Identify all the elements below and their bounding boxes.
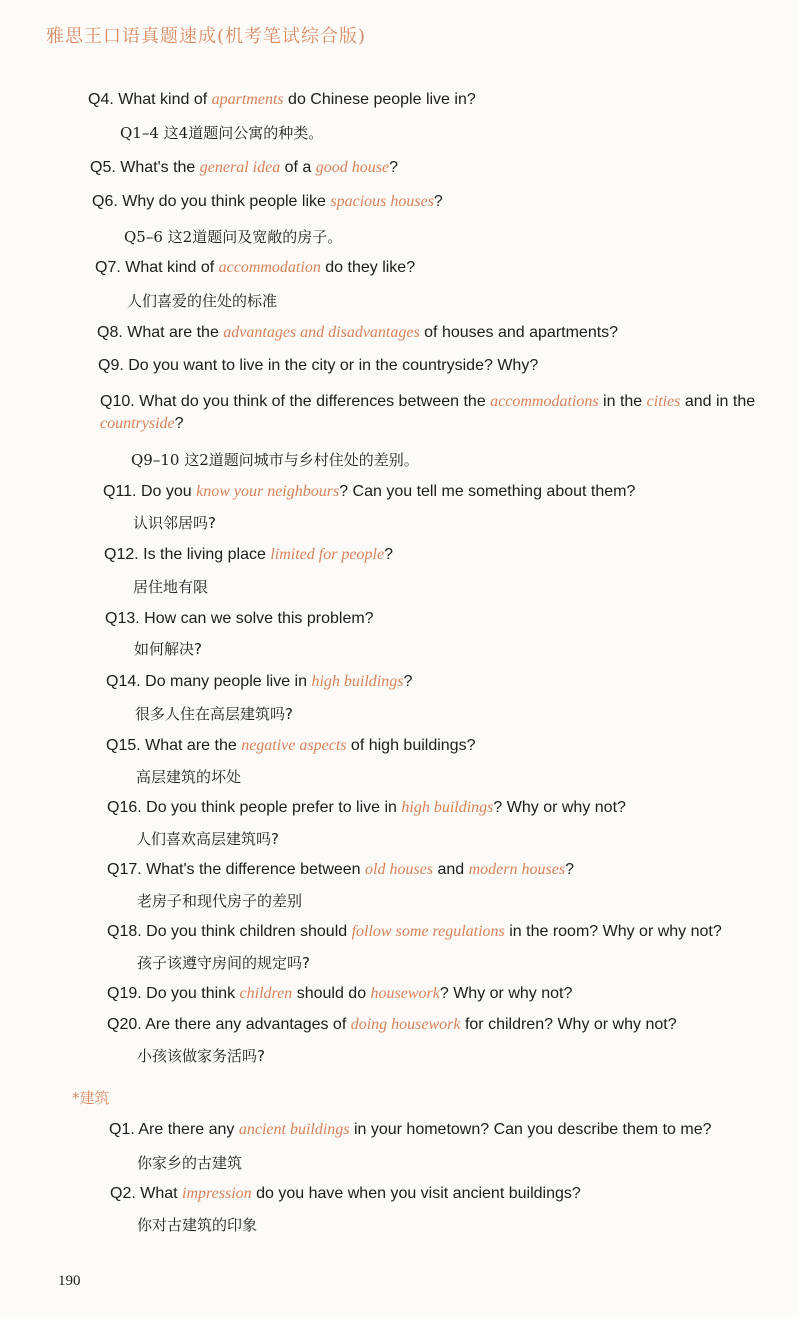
question-text: Q10. What do you think of the differences between the (100, 393, 491, 410)
chinese-note: 很多人住在高层建筑吗? (135, 705, 293, 723)
keyword-highlight: doing housework (350, 1016, 461, 1033)
keyword-highlight: accommodations (490, 393, 599, 410)
question-text: ? Why or why not? (493, 799, 626, 816)
chinese-note: Q1–4 这4道题问公寓的种类。 (120, 124, 324, 142)
keyword-highlight: general idea (199, 159, 281, 176)
question-text: do you have when you visit ancient buildings? (251, 1185, 581, 1202)
question-item (107, 1014, 677, 1036)
question-item (107, 983, 572, 1005)
running-header: 雅思王口语真题速成(机考笔试综合版) (46, 26, 367, 47)
keyword-highlight: follow some regulations (351, 923, 505, 940)
keyword-highlight: housework (370, 985, 440, 1002)
chinese-note: 小孩该做家务活吗? (137, 1047, 265, 1065)
question-item (107, 859, 574, 881)
question-text: Q20. Are there any advantages of (107, 1016, 351, 1033)
question-text: Q7. What kind of (95, 259, 219, 276)
question-text: Q9. Do you want to live in the city or in the countryside? Why? (98, 357, 539, 374)
keyword-highlight: modern houses (468, 861, 566, 878)
question-item (90, 157, 398, 179)
keyword-highlight: children (239, 985, 293, 1002)
question-item (100, 391, 780, 435)
keyword-highlight: know your neighbours (196, 483, 340, 500)
question-item (95, 257, 415, 279)
keyword-highlight: good house (315, 159, 390, 176)
question-item (104, 544, 393, 566)
question-item (110, 1183, 581, 1205)
question-text: Q17. What's the difference between (107, 861, 366, 878)
question-text: should do (292, 985, 371, 1002)
keyword-highlight: limited for people (270, 546, 385, 563)
chinese-note: 人们喜爱的住处的标准 (127, 292, 278, 310)
chinese-note: 认识邻居吗? (133, 514, 216, 532)
keyword-highlight: ancient buildings (238, 1121, 350, 1138)
question-item (92, 191, 443, 213)
question-text: Q5. What's the (90, 159, 200, 176)
keyword-highlight: negative aspects (241, 737, 347, 754)
question-item (106, 671, 412, 693)
question-text: in your hometown? Can you describe them to me? (349, 1121, 712, 1138)
keyword-highlight: spacious houses (330, 193, 434, 210)
chinese-note: 高层建筑的坏处 (136, 768, 242, 786)
question-text: ? (384, 546, 393, 563)
question-text: do they like? (320, 259, 416, 276)
chinese-note: Q5–6 这2道题问及宽敞的房子。 (124, 228, 343, 246)
question-text: in the (598, 393, 647, 410)
question-text: of high buildings? (346, 737, 476, 754)
question-item (103, 481, 635, 503)
question-item (107, 797, 626, 819)
question-text: ? (389, 159, 398, 176)
question-text: Q2. What (110, 1185, 183, 1202)
question-item (98, 355, 538, 377)
keyword-highlight: apartments (211, 91, 284, 108)
question-item (88, 89, 476, 111)
keyword-highlight: cities (646, 393, 681, 410)
question-text: Q16. Do you think people prefer to live in (107, 799, 402, 816)
chinese-note: 居住地有限 (133, 578, 209, 596)
question-item (105, 608, 374, 630)
question-text: in the room? Why or why not? (504, 923, 722, 940)
question-text: ? (403, 673, 413, 690)
chinese-note: 孩子该遵守房间的规定吗? (137, 954, 310, 972)
keyword-highlight: old houses (365, 861, 434, 878)
keyword-highlight: advantages and disadvantages (223, 324, 420, 341)
chinese-note: 老房子和现代房子的差别 (137, 892, 303, 910)
question-text: Q14. Do many people live in (106, 673, 312, 690)
question-text: ? (174, 415, 184, 432)
keyword-highlight: countryside (100, 415, 175, 432)
question-item (109, 1119, 711, 1141)
chinese-note: 如何解决? (134, 640, 202, 658)
section-heading: *建筑 (72, 1089, 110, 1107)
question-text: Q11. Do you (103, 483, 197, 500)
chinese-note: 你对古建筑的印象 (137, 1216, 258, 1234)
question-text: and in the (680, 393, 756, 410)
question-text: ? (433, 193, 443, 210)
keyword-highlight: high buildings (311, 673, 404, 690)
keyword-highlight: impression (182, 1185, 252, 1202)
question-item (106, 735, 475, 757)
question-text: Q18. Do you think children should (107, 923, 352, 940)
question-text: Q6. Why do you think people like (92, 193, 331, 210)
question-text: ? Why or why not? (439, 985, 573, 1002)
page-number: 190 (58, 1273, 81, 1289)
keyword-highlight: high buildings (401, 799, 494, 816)
question-text: Q19. Do you think (107, 985, 240, 1002)
chinese-note: Q9–10 这2道题问城市与乡村住处的差别。 (131, 451, 419, 469)
question-text: for children? Why or why not? (460, 1016, 677, 1033)
question-text: ? Can you tell me something about them? (339, 483, 636, 500)
question-text: Q15. What are the (106, 737, 242, 754)
question-text: of a (280, 159, 316, 176)
question-text: Q12. Is the living place (104, 546, 271, 563)
chinese-note: 人们喜欢高层建筑吗? (136, 830, 279, 848)
question-text: of houses and apartments? (419, 324, 619, 341)
chinese-note: 你家乡的古建筑 (137, 1154, 243, 1172)
question-item (97, 322, 618, 344)
question-text: Q1. Are there any (109, 1121, 239, 1138)
question-text: and (433, 861, 469, 878)
question-text: Q8. What are the (97, 324, 224, 341)
question-item (107, 921, 722, 943)
keyword-highlight: accommodation (218, 259, 321, 276)
question-text: do Chinese people live in? (283, 91, 476, 108)
question-text: ? (565, 861, 574, 878)
question-text: Q4. What kind of (88, 91, 212, 108)
question-text: Q13. How can we solve this problem? (105, 610, 374, 627)
